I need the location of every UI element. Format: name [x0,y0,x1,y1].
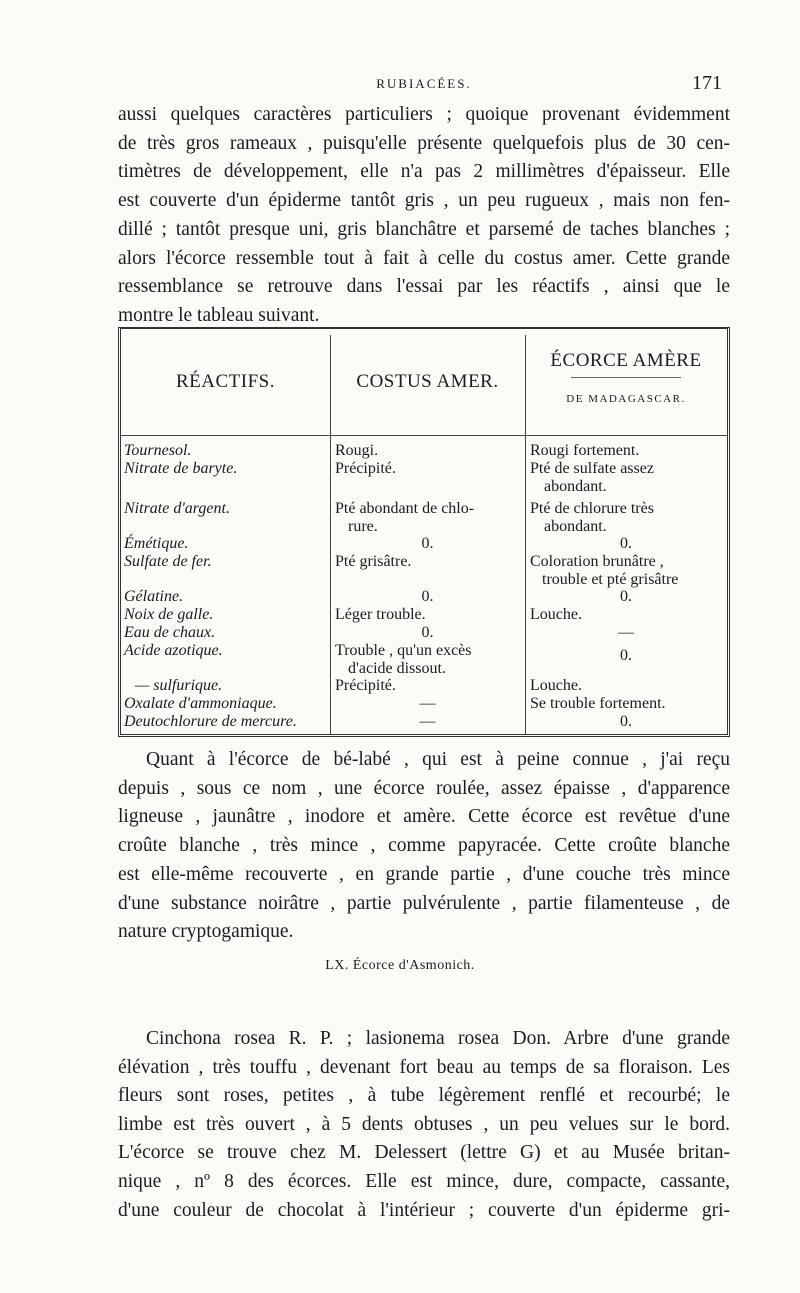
costus-cell: Trouble , qu'un excès [335,642,472,659]
third-block [118,1025,730,1225]
text-line: montre le tableau suivant. [118,304,320,326]
reagent-cell: Deutochlorure de mercure. [124,713,297,730]
header-ecorce: ÉCORCE AMÈRE [550,350,702,371]
costus-cell: Léger trouble. [335,606,426,623]
costus-cell: d'acide dissout. [348,660,446,677]
text-line: est elle-même recouverte , en grande partie , d'une couche très mince [118,863,730,885]
costus-cell: Précipité. [335,677,396,694]
intro-paragraph [118,101,730,331]
ecorce-cell: Louche. [530,677,582,694]
costus-cell: Rougi. [335,442,379,459]
reagent-cell: Oxalate d'ammoniaque. [124,695,277,712]
running-title: RUBIACÉES. [376,76,472,91]
ecorce-cell: Louche. [530,606,582,623]
ecorce-cell: — [618,624,634,641]
text-line: limbe est très ouvert , à 5 dents obtuses , un peu velues sur le bord. [118,1113,730,1135]
section-title: LX. Écorce d'Asmonich. [325,958,475,973]
table-header [121,335,727,436]
second-block [118,746,730,947]
ecorce-cell: trouble et pté grisâtre [542,571,679,588]
costus-cell: Pté abondant de chlo- [335,500,475,517]
reagent-cell: Sulfate de fer. [124,553,212,570]
text-line: de très gros rameaux , puisqu'elle présente quelquefois plus de 30 cen- [118,132,730,154]
text-line: est couverte d'un épiderme tantôt gris , un peu rugueux , mais non fen- [118,190,730,212]
ecorce-cell: 0. [620,588,632,605]
reagent-cell: — sulfurique. [135,677,223,694]
header-rule [571,377,681,378]
header-reactifs: RÉACTIFS. [176,371,275,392]
ecorce-cell: abondant. [544,518,607,535]
text-line: timètres de développement, elle n'a pas 2 millimètres d'épaisseur. Elle [118,161,730,183]
reagent-cell: Nitrate de baryte. [124,460,238,477]
reagent-cell: Nitrate d'argent. [124,500,230,517]
text-line: ressemblance se retrouve dans l'essai par les réactifs , ainsi que le [118,276,730,298]
header-costus: COSTUS AMER. [356,371,499,392]
reagent-cell: Eau de chaux. [124,624,216,641]
second-paragraph [118,746,730,947]
costus-cell: Précipité. [335,460,396,477]
costus-cell: — [419,713,436,730]
ecorce-cell: Pté de sulfate assez [530,460,654,477]
page [118,70,730,331]
reagent-cell: Émétique. [124,535,189,552]
text-line: L'écorce se trouve chez M. Delessert (lettre G) et au Musée britan- [118,1142,730,1164]
header-ecorce-sub: DE MADAGASCAR. [566,393,686,405]
ecorce-cell: abondant. [544,478,607,495]
ecorce-cell: Rougi fortement. [530,442,640,459]
text-line: aussi quelques caractères particuliers ; quoique provenant évidemment [118,104,730,125]
page-number: 171 [692,72,722,94]
third-paragraph [118,1025,730,1225]
text-line: nature cryptogamique. [118,921,294,943]
ecorce-cell: 0. [620,535,632,552]
reagent-cell: Gélatine. [124,588,184,605]
text-line: d'une substance noirâtre , partie pulvérulente , partie filamenteuse , de [118,892,730,914]
reagent-table [118,327,730,737]
text-line: nique , nº 8 des écorces. Elle est mince, dure, compacte, cassante, [118,1170,730,1192]
ecorce-cell: Se trouble fortement. [530,695,666,712]
ecorce-cell: 0. [620,647,632,664]
reagent-cell: Acide azotique. [124,642,223,659]
costus-cell: Pté grisâtre. [335,553,412,570]
text-line: dillé ; tantôt presque uni, gris blanchâtre et parsemé de taches blanches ; [118,218,730,240]
costus-cell: rure. [348,518,378,535]
costus-cell: — [419,695,436,712]
text-line: croûte blanche , très mince , comme papyracée. Cette croûte blanche [118,835,730,857]
ecorce-cell: Pté de chlorure très [530,500,654,517]
text-line: alors l'écorce ressemble tout à fait à celle du costus amer. Cette grande [118,247,730,269]
costus-cell: 0. [421,624,434,641]
ecorce-cell: Coloration brunâtre , [530,553,664,570]
costus-cell: 0. [421,535,434,552]
page-header [118,70,730,100]
text-line: ligneuse , jaunâtre , inodore et amère. Cette écorce est revêtue d'une [118,806,730,828]
ecorce-cell: 0. [620,713,632,730]
text-line: depuis , sous ce nom , une écorce roulée, assez épaisse , d'apparence [118,777,730,799]
text-line: Quant à l'écorce de bé-labé , qui est à peine connue , j'ai reçu [146,749,730,770]
text-line: élévation , très touffu , devenant fort beau au temps de sa floraison. Les [118,1056,730,1078]
text-line: fleurs sont roses, petites , à tube légèrement renflé et recourbé; le [118,1085,730,1107]
reagent-cell: Noix de galle. [124,606,214,623]
text-line: d'une couleur de chocolat à l'intérieur ; couverte d'un épiderme gri- [118,1199,730,1221]
reagent-cell: Tournesol. [124,442,192,459]
text-line: Cinchona rosea R. P. ; lasionema rosea Don. Arbre d'une grande [146,1028,730,1049]
costus-cell: 0. [421,588,434,605]
